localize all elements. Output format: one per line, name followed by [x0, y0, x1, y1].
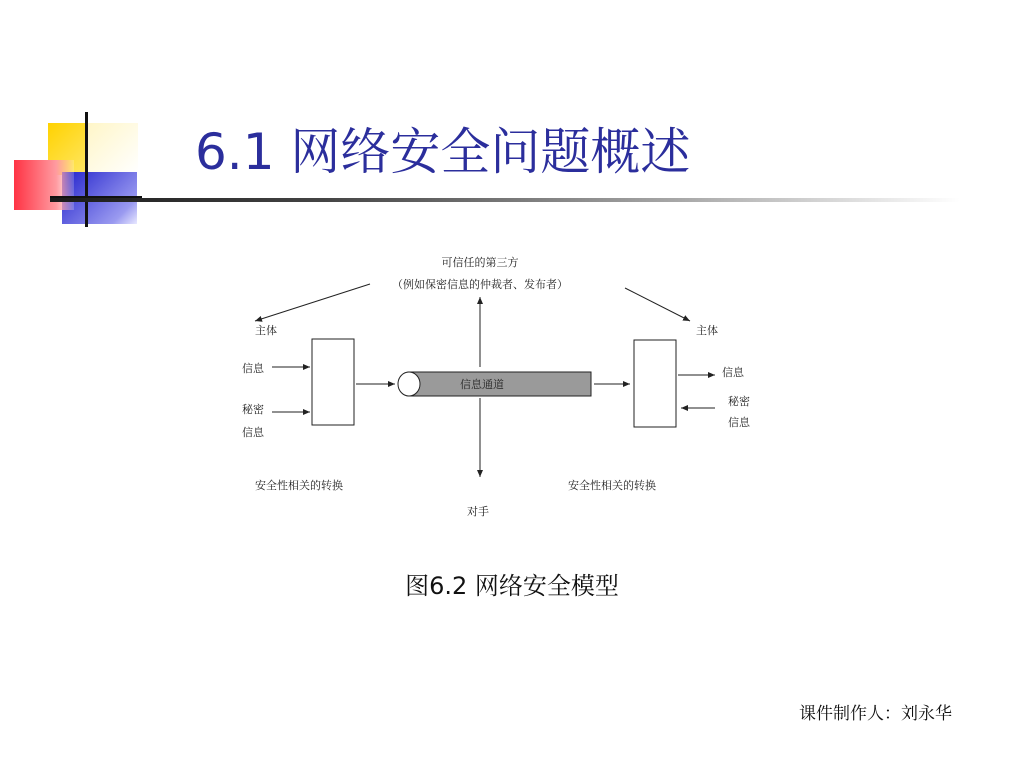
diagram-right-labels [710, 245, 770, 445]
trusted-third-party-label: 可信任的第三方 [441, 256, 519, 269]
right-transform-box [634, 340, 676, 427]
arrow-third-party-to-left-principal [255, 284, 370, 321]
right-principal-label: 主体 [696, 324, 718, 337]
right-message-label-visible: 信息 [722, 366, 744, 379]
left-transform-box [312, 339, 354, 425]
opponent-label: 对手 [467, 505, 489, 518]
left-principal-label: 主体 [255, 324, 277, 337]
figure-caption: 图6.2 网络安全模型 [405, 572, 619, 600]
network-security-model-diagram [230, 245, 718, 530]
slide-title: 6.1 网络安全问题概述 [195, 123, 691, 181]
left-message-label: 信息 [242, 362, 264, 375]
courseware-credit: 课件制作人：刘永华 [799, 704, 952, 724]
left-secret-label-1: 秘密 [242, 403, 264, 416]
deco-pale-square [88, 123, 138, 173]
right-transform-label: 安全性相关的转换 [568, 479, 656, 492]
title-underline [50, 198, 960, 202]
deco-vertical-bar [85, 112, 88, 227]
left-secret-label-2: 信息 [242, 426, 264, 439]
trusted-third-party-example: （例如保密信息的仲裁者、发布者） [392, 278, 568, 291]
information-channel-label: 信息通道 [460, 378, 504, 391]
right-secret-label-2: 信息 [728, 416, 750, 429]
deco-red-square [14, 160, 74, 210]
left-transform-label: 安全性相关的转换 [255, 479, 343, 492]
information-channel-opening [398, 372, 420, 396]
right-secret-label-1: 秘密 [728, 395, 750, 408]
arrow-third-party-to-right-principal [625, 288, 690, 321]
